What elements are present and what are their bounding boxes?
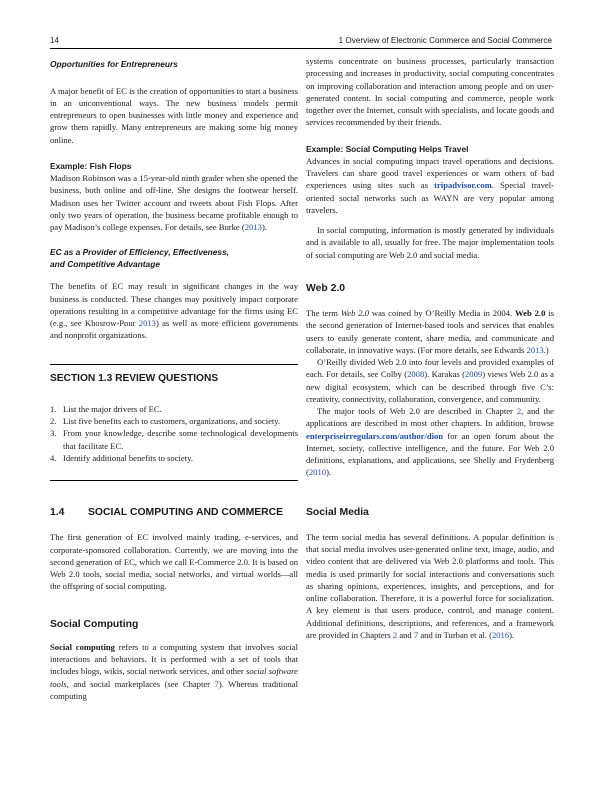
list-item: 3. From your knowledge, describe some technological developments that facilitate EC. xyxy=(50,428,298,451)
heading-travel-example: Example: Social Computing Helps Travel xyxy=(306,143,469,154)
heading-efficiency-line2: and Competitive Advantage xyxy=(50,258,160,269)
enterpriseirregulars-link[interactable]: enterpriseirregulars.com/author/dion xyxy=(306,430,444,441)
paragraph-section-1-4: The first generation of EC involved mainly trading, e-services, and corporate-sponsored collaboration. Currently, we are moving into the second generation of EC, which we call E-Commerce 2.0. It is based on Web 2.0 tools, social media, social networks, and virtual worlds—all the offspring of social computing. xyxy=(50,532,298,592)
review-questions-list xyxy=(50,403,298,464)
paragraph-social-computing: Social computing refers to a computing system that involves social interactions and behaviors. It is performed with a set of tools that includes blogs, wikis, social network services, and other social software tools, and social marketplaces (see Chapter 7). Whereas traditional computing xyxy=(50,641,299,701)
paragraph-social-media: The term social media has several definitions. A popular definition is that social media involves user-generated online text, image, audio, and video content that are delivered via Web 2.0 platforms and tools. This media is used primarily for social interactions and conversations such as sharing opinions, experiences, insights, and perceptions, and for online collaboration. Therefore, it is a powerful force for socialization. A key element is that users produce, control, and manage content. Additional definitions, descriptions, and references, and a framework are provided in Chapters 2 and 7 and in Turban et al. (2016). xyxy=(306,531,554,640)
heading-opportunities: Opportunities for Entrepreneurs xyxy=(50,59,178,69)
tripadvisor-link[interactable]: tripadvisor.com xyxy=(434,180,492,191)
running-title: 1 Overview of Electronic Commerce and Social Commerce xyxy=(338,36,552,45)
paragraph-efficiency: The benefits of EC may result in significant changes in the way business is conducted. These changes may positively impact corporate operations resulting in a competitive advantage for the firms using EC (e.g., see Khosrow-Pour 2013) as well as more efficient governments and nonprofit organizations. xyxy=(50,281,298,341)
list-item: 1. List the major drivers of EC. xyxy=(50,403,162,414)
heading-section-1-4: 1.4 SOCIAL COMPUTING AND COMMERCE xyxy=(50,507,284,518)
citation-turban-link[interactable]: 2016 xyxy=(491,629,510,640)
paragraph-continued: systems concentrate on business processes, particularly transaction processing and increases in productivity, social computing concentrates on improving collaboration and interaction among people and on user-generated content. In social computing and commerce, people work together over the Internet, consult with specialists, and locate goods and services recommended by their friends. xyxy=(306,56,554,128)
page-number: 14 xyxy=(50,36,60,45)
chapter-7-link[interactable]: 7 xyxy=(413,629,419,640)
citation-burke-link[interactable]: 2013 xyxy=(244,222,262,232)
citation-khosrow-link[interactable]: 2013 xyxy=(138,318,156,328)
paragraph-travel: Advances in social computing impact travel operations and decisions. Travelers can share good travel experiences or warn others of bad experiences using sites such as tripadvisor.com. Special travel-oriented social networks such as WAYN are very popular among travelers. xyxy=(306,155,554,215)
heading-fish-flops: Example: Fish Flops xyxy=(50,160,132,171)
list-item: 4. Identify additional benefits to society. xyxy=(50,452,193,463)
heading-social-computing: Social Computing xyxy=(50,618,139,630)
chapter-2-link[interactable]: 2 xyxy=(392,629,398,640)
chapter-7-link[interactable]: 7 xyxy=(214,678,219,689)
heading-web-2-0: Web 2.0 xyxy=(306,282,346,294)
chapter-2-link[interactable]: 2 xyxy=(516,406,522,416)
running-header xyxy=(50,36,552,52)
citation-colby-link[interactable]: 2008 xyxy=(407,369,425,380)
right-column xyxy=(306,55,554,641)
left-column xyxy=(50,55,298,702)
paragraph-web-levels: O’Reilly divided Web 2.0 into four levels and provided examples of each. For details, see Colby (2008). Karakas (2009) views Web 2.0 as a new digital ecosystem, which can be described through five C’s: creativity, connectivity, collaboration, convergence, and community. xyxy=(306,357,554,404)
paragraph-information: In social computing, information is mostly generated by individuals and is available to all, usually for free. The major implementation tools of social computing are Web 2.0 and social media. xyxy=(306,225,554,260)
list-item: 2. List five benefits each to customers, organizations, and society. xyxy=(50,416,281,426)
heading-efficiency-line1: EC as a Provider of Efficiency, Effectiveness, xyxy=(50,247,230,258)
header-rule xyxy=(50,48,552,49)
citation-karakas-link[interactable]: 2009 xyxy=(465,369,483,380)
heading-social-media: Social Media xyxy=(306,506,369,518)
paragraph-web-definition: The term Web 2.0 was coined by O’Reilly Media in 2004. Web 2.0 is the second generation of Internet-based tools and services that enables users to easily generate content, share media, and communicate and collaborate, in innovative ways. (For more details, see Edwards 2013.) xyxy=(306,308,554,355)
paragraph-opportunities: A major benefit of EC is the creation of opportunities to start a business in an unconventional ways. The new business models permit entrepreneurs to open businesses with little money and experience and grow them rapidly. Many entrepreneurs are making some big money online. xyxy=(50,85,298,145)
paragraph-fish-flops: Madison Robinson was a 15-year-old ninth grader when she opened the business, both online and off-line. She designs the footwear herself. Madison uses her Twitter account and tweets about Fish Flops. After only two years of operation, the business became profitable enough to pay Madison’s college expenses. For details, see Burke (2013). xyxy=(50,173,298,232)
heading-review-questions: SECTION 1.3 REVIEW QUESTIONS xyxy=(50,372,219,384)
citation-edwards-link[interactable]: 2013 xyxy=(526,344,544,355)
citation-shelly-link[interactable]: 2010 xyxy=(308,467,327,478)
paragraph-web-tools: The major tools of Web 2.0 are described in Chapter 2, and the applications are described in most other chapters. In addition, browse enterpriseirregulars.com/author/dion for an open forum about the Internet, society, collective intelligence, and the future. For Web 2.0 definitions, explanations, and applications, see Shelly and Frydenberg (2010). xyxy=(306,406,554,478)
